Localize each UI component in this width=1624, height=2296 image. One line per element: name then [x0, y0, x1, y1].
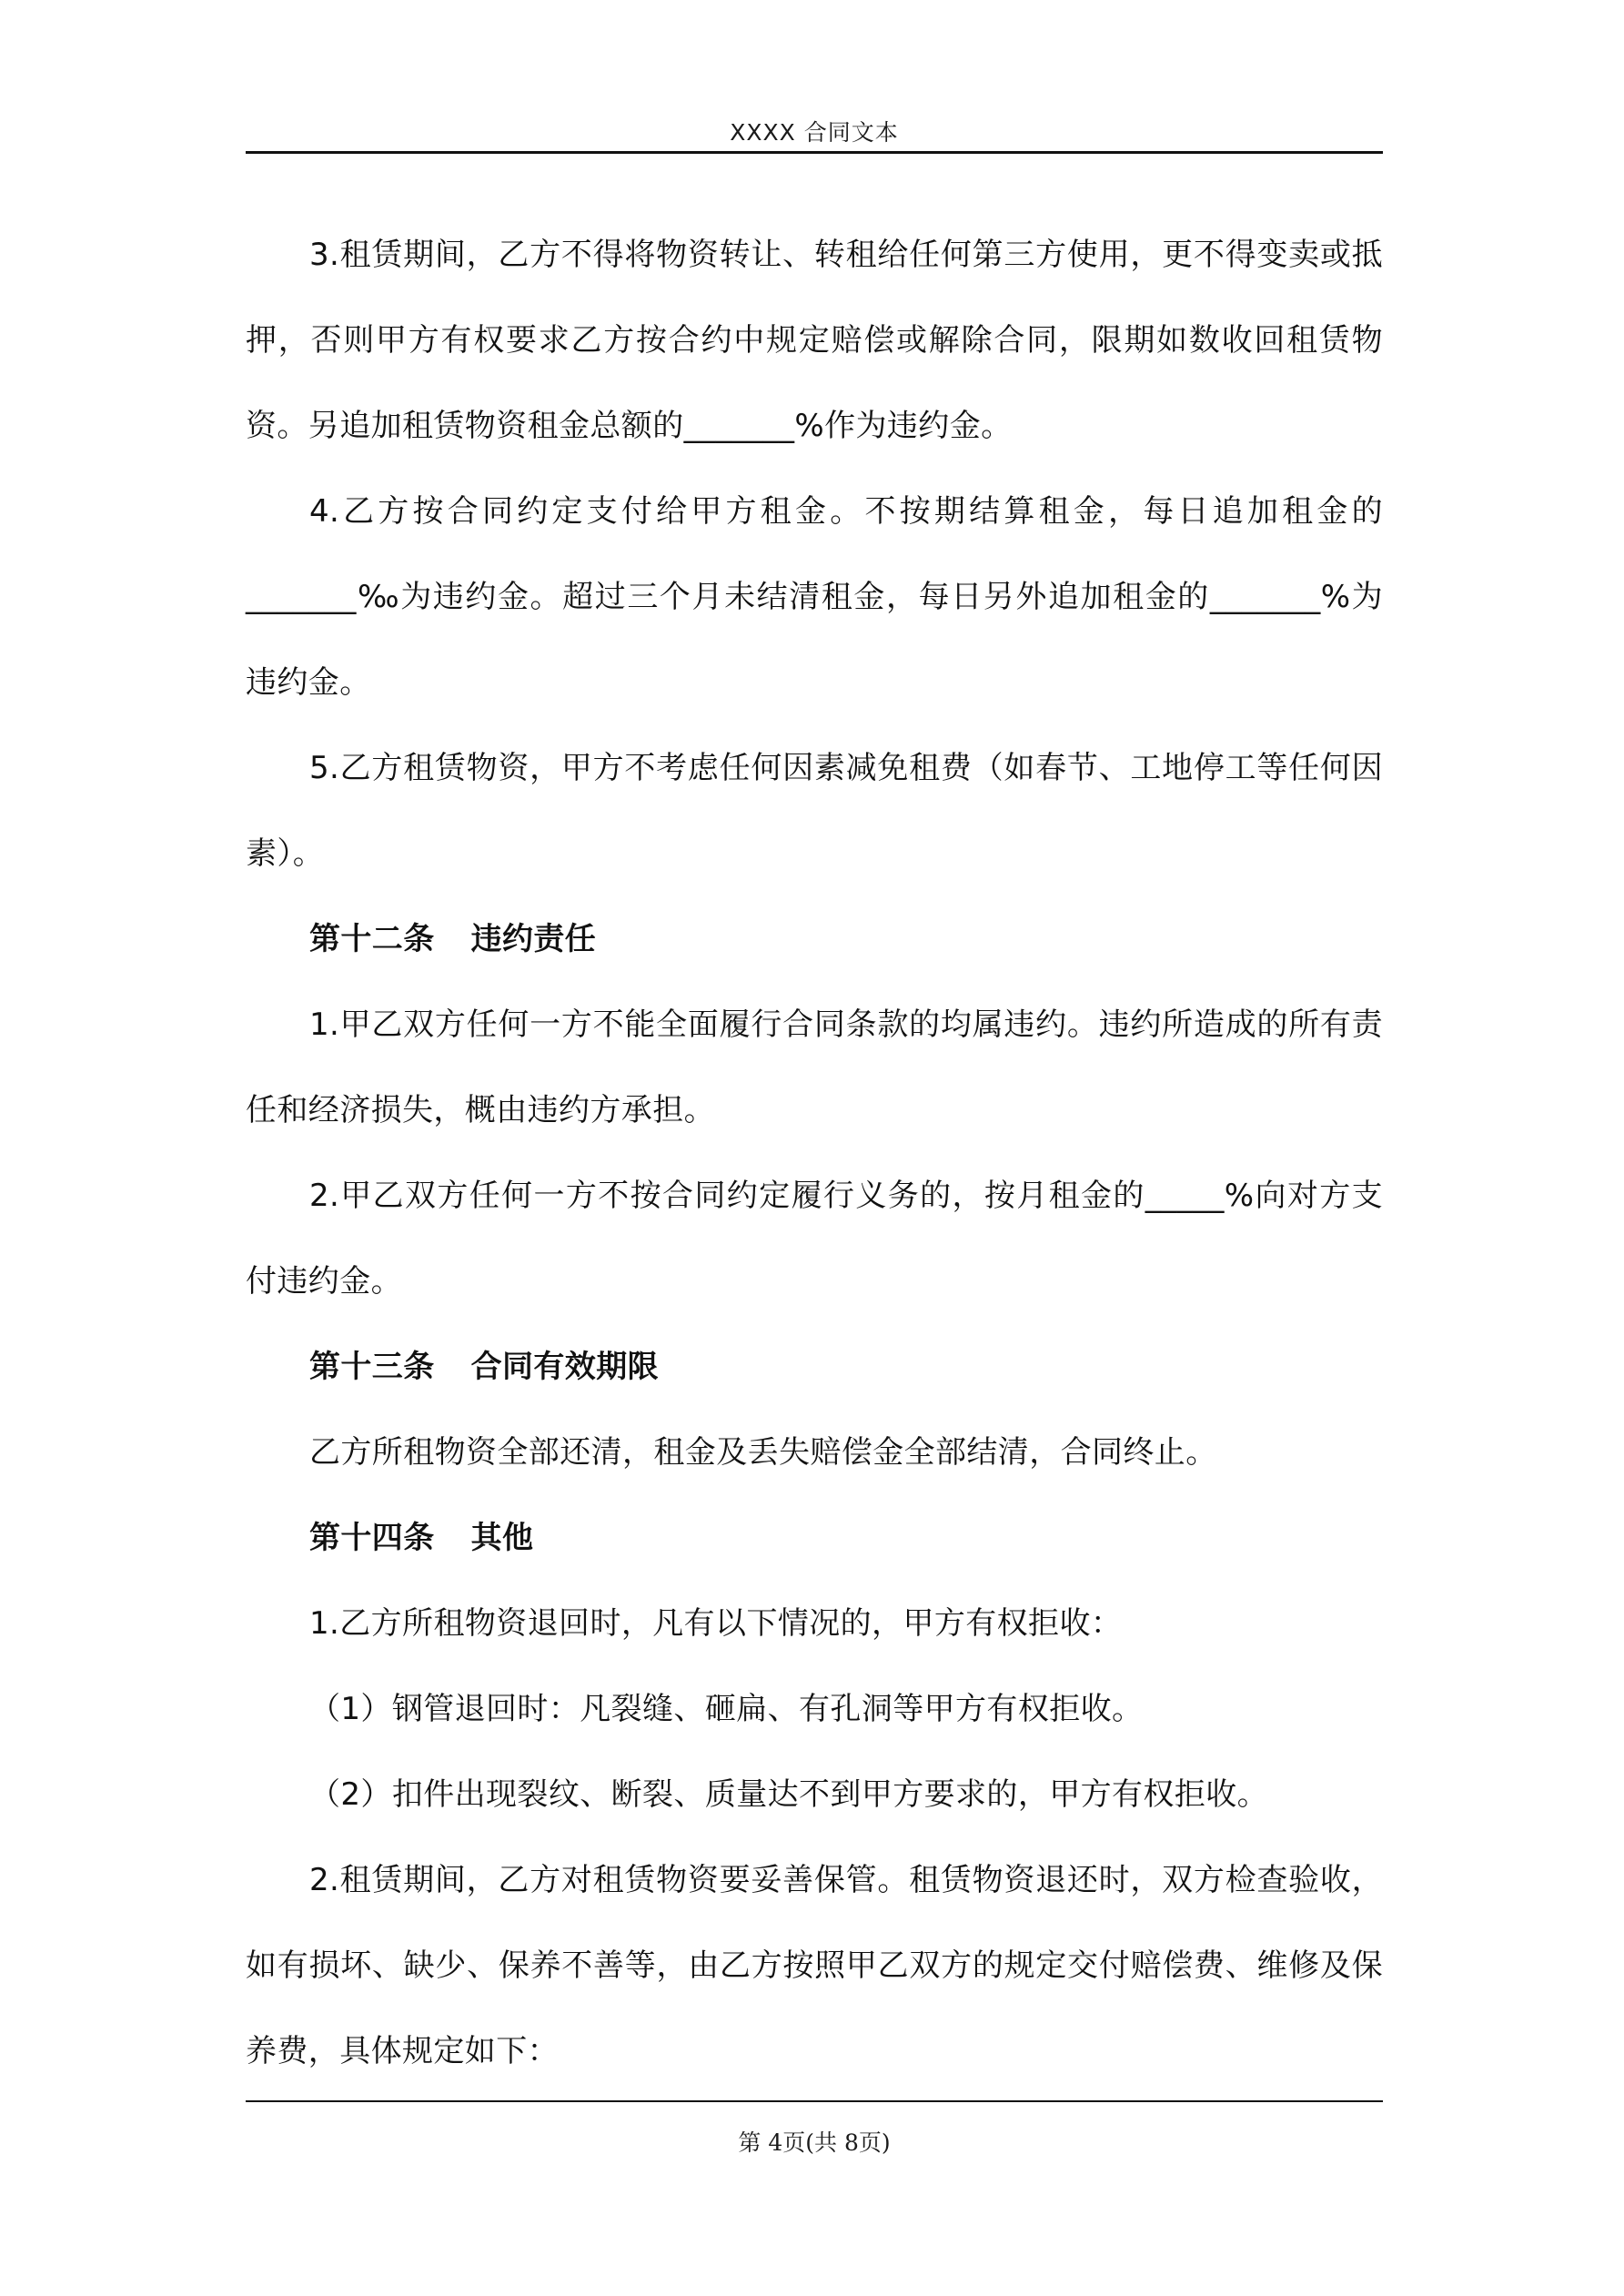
- section-13-title: 合同有效期限: [470, 1349, 660, 1385]
- paragraph-4: 4.乙方按合同约定支付给甲方租金。不按期结算租金，每日追加租金的_______‰为违约金。超过三个月未结清租金，每日另外追加租金的_______%为违约金。: [246, 493, 1383, 701]
- section-12-number: 第十二条: [309, 921, 435, 957]
- section-14-number: 第十四条: [309, 1520, 435, 1556]
- section-13-heading: [246, 1324, 1383, 1410]
- section-12-heading: [246, 896, 1383, 982]
- section-12-item-2: 2.甲乙双方任何一方不按合同约定履行义务的，按月租金的_____%向对方支付违约金。: [246, 1178, 1383, 1300]
- page-header-title: XXXX 合同文本: [730, 119, 899, 146]
- section-13-number: 第十三条: [309, 1349, 435, 1385]
- section-14-item-1: 1.乙方所租物资退回时，凡有以下情况的，甲方有权拒收：: [309, 1605, 1123, 1642]
- section-12-title: 违约责任: [470, 921, 597, 957]
- section-14-item-2: 2.租赁期间，乙方对租赁物资要妥善保管。租赁物资退还时，双方检查验收，如有损坏、缺少、保养不善等，由乙方按照甲乙双方的规定交付赔偿费、维修及保养费，具体规定如下：: [246, 1862, 1383, 2069]
- footer-divider: [246, 2100, 1383, 2102]
- section-14-subitem-1: （1）钢管退回时：凡裂缝、砸扁、有孔洞等甲方有权拒收。: [309, 1691, 1144, 1727]
- header-divider: [246, 151, 1383, 154]
- contract-body: [246, 212, 1383, 2094]
- page-number: 第 4页(共 8页): [738, 2129, 891, 2156]
- section-12-item-1: 1.甲乙双方任何一方不能全面履行合同条款的均属违约。违约所造成的所有责任和经济损失，概由违约方承担。: [246, 1006, 1383, 1128]
- section-14-heading: [246, 1495, 1383, 1581]
- section-14-title: 其他: [470, 1520, 534, 1556]
- paragraph-3: 3.租赁期间，乙方不得将物资转让、转租给任何第三方使用，更不得变卖或抵押，否则甲方有权要求乙方按合约中规定赔偿或解除合同，限期如数收回租赁物资。另追加租赁物资租金总额的_______%作为违约金。: [246, 237, 1383, 444]
- paragraph-5: 5.乙方租赁物资，甲方不考虑任何因素减免租费（如春节、工地停工等任何因素）。: [246, 750, 1383, 872]
- section-14-subitem-2: （2）扣件出现裂纹、断裂、质量达不到甲方要求的，甲方有权拒收。: [309, 1776, 1269, 1813]
- section-13-item-1: 乙方所租物资全部还清，租金及丢失赔偿金全部结清，合同终止。: [309, 1434, 1217, 1471]
